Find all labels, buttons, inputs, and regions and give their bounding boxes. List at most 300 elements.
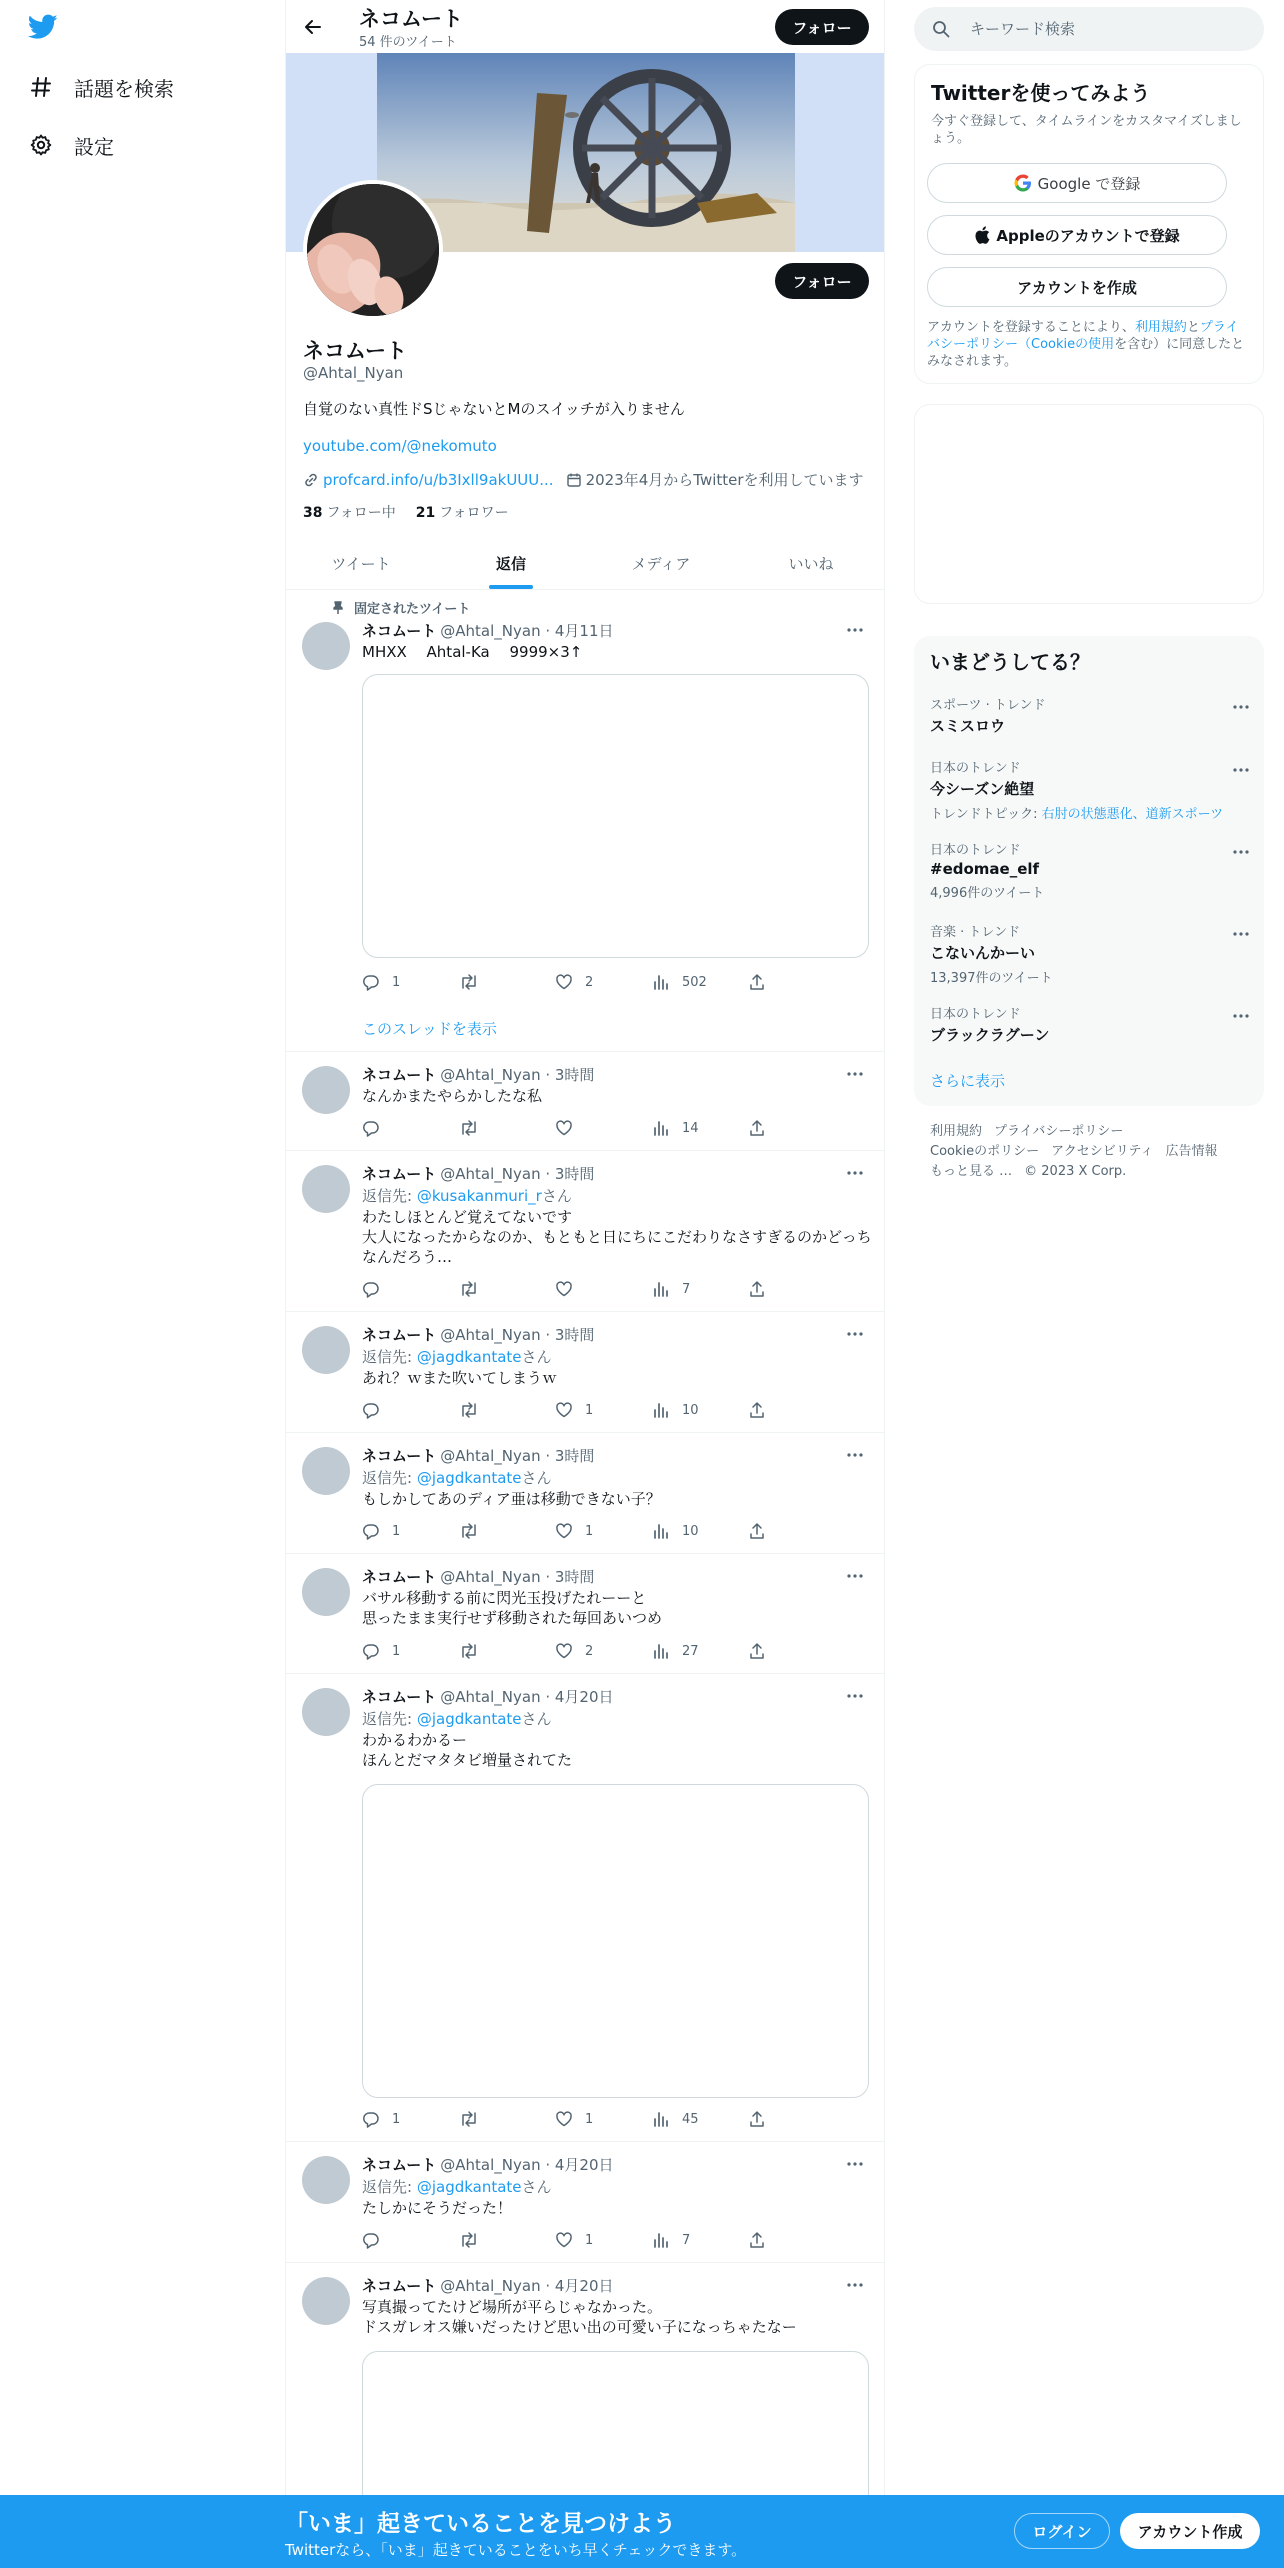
followers-stat[interactable] xyxy=(416,502,509,522)
profile-follow-button[interactable]: フォロー xyxy=(775,263,869,299)
profile-url[interactable] xyxy=(303,471,554,489)
views-count: 45 xyxy=(682,2111,699,2127)
reply-context xyxy=(362,1708,552,1729)
avatar[interactable] xyxy=(302,1066,350,1114)
tweet-author-name[interactable]: ネコムート xyxy=(362,2156,437,2174)
share-button[interactable] xyxy=(748,1400,778,1420)
privacy-link[interactable]: プライバシーポリシー（Cookieの使用 xyxy=(927,320,1239,352)
apple-icon xyxy=(974,226,990,244)
followers-count: 21 xyxy=(415,505,436,521)
tweet[interactable] xyxy=(286,1052,885,1151)
tweet-header xyxy=(362,1163,594,1184)
views-icon xyxy=(652,2110,682,2128)
profile-name: ネコムート xyxy=(303,339,407,363)
trend-item[interactable] xyxy=(930,694,1250,736)
tweet[interactable] xyxy=(286,1151,885,1312)
tweet-text: あれ？ｗまた吹いてしまうｗ xyxy=(362,1369,558,1387)
retweet-icon xyxy=(459,1280,491,1298)
tweet-author-name[interactable]: ネコムート xyxy=(362,1066,437,1084)
dot-separator: · xyxy=(540,621,555,640)
like-count: 2 xyxy=(585,1643,594,1659)
dot-separator: · xyxy=(540,1687,555,1706)
tweet[interactable] xyxy=(286,1433,885,1554)
link-icon xyxy=(303,472,319,488)
tweet[interactable] xyxy=(286,1674,885,2142)
apple-signup-label: Appleのアカウントで登録 xyxy=(996,226,1180,245)
tweet[interactable] xyxy=(286,1312,885,1433)
views-icon xyxy=(652,2231,682,2249)
more-icon[interactable] xyxy=(844,1065,866,1083)
retweet-button[interactable] xyxy=(459,2230,491,2250)
more-icon[interactable] xyxy=(844,1164,866,1182)
tweet-time[interactable]: 4月20日 xyxy=(554,2277,614,2295)
google-signup-label: Google で登録 xyxy=(1037,174,1141,193)
tweet-actions xyxy=(362,972,812,992)
like-count: 2 xyxy=(585,974,594,990)
banner-title: 「いま」起きていることを見つけよう xyxy=(285,2511,676,2537)
dot-separator: · xyxy=(540,1325,555,1344)
footer-links xyxy=(930,1122,1260,1182)
banner-image xyxy=(377,53,795,252)
nav-explore[interactable] xyxy=(28,67,174,107)
tweet-author-handle[interactable]: @Ahtal_Nyan xyxy=(440,2155,541,2174)
reply-to-link[interactable]: @jagdkantate xyxy=(416,2178,522,2196)
reply-button[interactable] xyxy=(362,1641,400,1661)
retweet-button[interactable] xyxy=(459,1279,491,1299)
reply-suffix: さん xyxy=(521,1469,552,1487)
trend-item[interactable] xyxy=(930,839,1250,901)
trends-title: いまどうしてる？ xyxy=(930,650,1090,674)
like-button[interactable] xyxy=(555,972,593,992)
like-count: 1 xyxy=(585,1402,594,1418)
tweet-author-handle[interactable]: @Ahtal_Nyan xyxy=(440,1446,541,1465)
tweet-header xyxy=(362,2154,614,2175)
blank-card xyxy=(914,404,1264,604)
tweet-author-handle[interactable]: @Ahtal_Nyan xyxy=(440,2276,541,2295)
more-icon[interactable] xyxy=(1232,1003,1250,1022)
avatar[interactable] xyxy=(302,2277,350,2325)
reply-count: 1 xyxy=(392,1523,401,1539)
reply-prefix: 返信先: xyxy=(362,2178,417,2196)
views-button[interactable] xyxy=(652,1400,699,1420)
like-icon xyxy=(555,973,585,991)
retweet-icon xyxy=(459,2110,491,2128)
trend-count: 13,397件のツイート xyxy=(930,971,1053,986)
like-icon xyxy=(555,2231,585,2249)
tweet[interactable] xyxy=(286,2142,885,2263)
reply-to-link[interactable]: @jagdkantate xyxy=(416,1469,522,1487)
reply-icon xyxy=(362,1119,392,1137)
search-input[interactable] xyxy=(970,20,1230,38)
tweet-time[interactable]: 4月11日 xyxy=(554,622,614,640)
more-icon[interactable] xyxy=(1232,839,1250,858)
tweet-actions xyxy=(362,1400,812,1420)
reply-context xyxy=(362,1346,552,1367)
profile-website-link[interactable]: youtube.com/@nekomuto xyxy=(303,437,497,455)
tweet-author-name[interactable]: ネコムート xyxy=(362,1326,437,1344)
like-icon xyxy=(555,1642,585,1660)
reply-to-link[interactable]: @kusakanmuri_r xyxy=(416,1187,542,1205)
views-button[interactable] xyxy=(652,2109,699,2129)
terms-post: を含む）に同意したとみなされます。 xyxy=(927,337,1245,369)
header-name: ネコムート xyxy=(359,7,463,31)
avatar[interactable] xyxy=(302,1447,350,1495)
trend-topic-links[interactable]: 右肘の状態悪化、道新スポーツ xyxy=(1041,807,1224,822)
tweet-author-name[interactable]: ネコムート xyxy=(362,1165,437,1183)
like-icon xyxy=(555,1280,585,1298)
signup-description: 今すぐ登録して、タイムラインをカスタマイズしましょう。 xyxy=(931,114,1242,146)
tweet-author-name[interactable]: ネコムート xyxy=(362,2277,437,2295)
trend-name: 今シーズン絶望 xyxy=(930,780,1035,798)
tweet-author-handle[interactable]: @Ahtal_Nyan xyxy=(440,1687,541,1706)
avatar[interactable] xyxy=(302,622,350,670)
tweet-time[interactable]: 3時間 xyxy=(554,1326,595,1344)
trend-detail xyxy=(930,803,1250,822)
terms-pre: アカウントを登録することにより、 xyxy=(927,320,1135,335)
views-button[interactable] xyxy=(652,972,707,992)
footer-cookie[interactable]: Cookieのポリシー xyxy=(930,1144,1040,1159)
reply-context xyxy=(362,1185,572,1206)
apple-signup-button[interactable] xyxy=(927,215,1227,255)
reply-suffix: さん xyxy=(521,1348,552,1366)
like-count: 1 xyxy=(585,2232,594,2248)
views-count: 10 xyxy=(682,1402,699,1418)
trend-item[interactable] xyxy=(930,921,1250,986)
trend-context: 日本のトレンド xyxy=(930,761,1021,776)
more-icon[interactable] xyxy=(1232,757,1250,776)
reply-icon xyxy=(362,973,392,991)
like-button[interactable] xyxy=(555,2109,593,2129)
tweet-author-handle[interactable]: @Ahtal_Nyan xyxy=(440,1325,541,1344)
footer-ads[interactable]: 広告情報 xyxy=(1165,1144,1218,1159)
share-button[interactable] xyxy=(748,1521,778,1541)
like-button[interactable] xyxy=(555,2230,593,2250)
reply-button[interactable] xyxy=(362,972,400,992)
retweet-button[interactable] xyxy=(459,1641,491,1661)
reply-suffix: さん xyxy=(521,2178,552,2196)
retweet-icon xyxy=(459,1522,491,1540)
avatar[interactable] xyxy=(302,1688,350,1736)
share-icon xyxy=(748,1522,778,1540)
views-button[interactable] xyxy=(652,1118,699,1138)
trend-item[interactable] xyxy=(930,1003,1250,1045)
views-icon xyxy=(652,1119,682,1137)
tweet-actions xyxy=(362,2109,812,2129)
share-button[interactable] xyxy=(748,2230,778,2250)
avatar[interactable] xyxy=(302,1326,350,1374)
views-button[interactable] xyxy=(652,1641,699,1661)
views-icon xyxy=(652,1401,682,1419)
like-button[interactable] xyxy=(555,1641,593,1661)
trend-context: 日本のトレンド xyxy=(930,1007,1021,1022)
tweet[interactable] xyxy=(286,1554,885,1674)
banner-subtitle: Twitterなら、「いま」起きていることをいち早くチェックできます。 xyxy=(285,2541,747,2559)
main-column xyxy=(285,0,885,2568)
pin-icon xyxy=(330,600,346,616)
views-count: 27 xyxy=(682,1643,699,1659)
reply-to-link[interactable]: @jagdkantate xyxy=(416,1348,522,1366)
retweet-icon xyxy=(459,2231,491,2249)
profile-url-text[interactable]: profcard.info/u/b3Ixll9akUUU... xyxy=(323,470,554,489)
reply-prefix: 返信先: xyxy=(362,1187,417,1205)
retweet-button[interactable] xyxy=(459,1118,491,1138)
tab-likes[interactable]: いいね xyxy=(788,554,834,573)
more-icon[interactable] xyxy=(844,1567,866,1585)
tweet-time[interactable]: 3時間 xyxy=(554,1066,595,1084)
trend-context: スポーツ · トレンド xyxy=(930,698,1046,713)
trend-name: ブラックラグーン xyxy=(930,1026,1050,1044)
following-label: フォロー中 xyxy=(326,505,396,521)
dot-separator: · xyxy=(540,1065,555,1084)
tweet-text: 写真撮ってたけど場所が平らじゃなかった。 ドスガレオス嫌いだったけど思い出の可愛い子になっちゃたなー xyxy=(362,2298,797,2336)
reply-icon xyxy=(362,2110,392,2128)
tweet-text: たしかにそうだった！ xyxy=(362,2199,513,2217)
like-icon xyxy=(555,1119,585,1137)
followers-label: フォロワー xyxy=(439,505,509,521)
reply-count: 1 xyxy=(392,974,401,990)
tweet-text: わかるわかるー ほんとだマタタビ増量されてた xyxy=(362,1731,573,1769)
profile-handle: @Ahtal_Nyan xyxy=(303,364,404,382)
share-button[interactable] xyxy=(748,1279,778,1299)
signup-terms xyxy=(927,319,1247,370)
like-icon xyxy=(555,1522,585,1540)
reply-context xyxy=(362,1467,552,1488)
like-icon xyxy=(555,2110,585,2128)
tweet-actions xyxy=(362,2230,812,2250)
reply-icon xyxy=(362,1522,392,1540)
footer-more[interactable]: もっと見る … xyxy=(930,1164,1013,1179)
like-button[interactable] xyxy=(555,1279,585,1299)
share-icon xyxy=(748,1401,778,1419)
reply-button[interactable] xyxy=(362,1118,392,1138)
more-icon[interactable] xyxy=(1232,694,1250,713)
reply-button[interactable] xyxy=(362,1400,392,1420)
more-icon[interactable] xyxy=(844,621,866,639)
tweet-time[interactable]: 4月20日 xyxy=(554,1688,614,1706)
tweet-time[interactable]: 3時間 xyxy=(554,1165,595,1183)
retweet-button[interactable] xyxy=(459,972,491,992)
terms-link[interactable]: 利用規約 xyxy=(1134,320,1187,335)
views-button[interactable] xyxy=(652,1279,690,1299)
tweet-text: もしかしてあのディア亜は移動できない子？ xyxy=(362,1490,661,1508)
trend-name: こないんかーい xyxy=(930,944,1036,962)
profile-joined xyxy=(566,469,864,490)
views-count: 10 xyxy=(682,1523,699,1539)
reply-count: 1 xyxy=(392,2111,401,2127)
tweet-author-handle[interactable]: @Ahtal_Nyan xyxy=(440,1065,541,1084)
tab-media[interactable]: メディア xyxy=(631,554,691,573)
reply-prefix: 返信先: xyxy=(362,1348,417,1366)
tweet-time[interactable]: 4月20日 xyxy=(554,2156,614,2174)
reply-button[interactable] xyxy=(362,2230,392,2250)
trend-count: 4,996件のツイート xyxy=(930,886,1045,901)
tweet-actions xyxy=(362,1641,812,1661)
profile-bio: 自覚のない真性ドSじゃないとMのスイッチが入りません xyxy=(303,400,685,418)
views-icon xyxy=(652,1642,682,1660)
share-button[interactable] xyxy=(748,2109,778,2129)
views-icon xyxy=(652,973,682,991)
profile-avatar[interactable] xyxy=(303,180,443,320)
tweet-author-handle[interactable]: @Ahtal_Nyan xyxy=(440,1164,541,1183)
share-button[interactable] xyxy=(748,1118,778,1138)
reply-icon xyxy=(362,2231,392,2249)
retweet-button[interactable] xyxy=(459,1521,491,1541)
tweet-author-handle[interactable]: @Ahtal_Nyan xyxy=(440,1567,541,1586)
nav-explore-label: 話題を検索 xyxy=(74,76,174,101)
tweet-media[interactable] xyxy=(362,674,869,958)
share-icon xyxy=(748,2231,778,2249)
reply-prefix: 返信先: xyxy=(362,1710,417,1728)
tweet-header xyxy=(362,1686,614,1707)
hashtag-icon xyxy=(28,74,54,100)
following-count: 38 xyxy=(303,505,323,521)
left-nav xyxy=(0,0,285,2568)
terms-mid: と xyxy=(1186,320,1200,335)
gear-icon xyxy=(28,132,54,158)
trend-context: 音楽 · トレンド xyxy=(930,925,1021,940)
create-account-button[interactable] xyxy=(927,267,1227,307)
pinned-indicator xyxy=(330,598,470,617)
reply-context xyxy=(362,2176,552,2197)
dot-separator: · xyxy=(540,1446,555,1465)
tweet-header xyxy=(362,1445,594,1466)
like-button[interactable] xyxy=(555,1118,585,1138)
views-count: 7 xyxy=(682,2232,691,2248)
tweet-actions xyxy=(362,1118,812,1138)
tweet-time[interactable]: 3時間 xyxy=(554,1447,595,1465)
tweet-text: わたしほとんど覚えてないです 大人になったからなのか、もともと日にちにこだわりなさすぎるのかどっちなんだろう… xyxy=(362,1208,872,1266)
tweet-media[interactable] xyxy=(362,1784,869,2098)
more-icon[interactable] xyxy=(844,2155,866,2173)
tweet-text: なんかまたやらかしたな私 xyxy=(362,1087,543,1105)
search-box[interactable] xyxy=(914,7,1264,51)
tweet[interactable] xyxy=(286,590,885,1052)
profile-joined-text: 2023年4月からTwitterを利用しています xyxy=(585,471,864,489)
search-icon xyxy=(932,20,950,38)
views-count: 14 xyxy=(682,1120,699,1136)
like-count: 1 xyxy=(585,1523,594,1539)
like-count: 1 xyxy=(585,2111,594,2127)
tweet-author-name[interactable]: ネコムート xyxy=(362,1447,437,1465)
views-button[interactable] xyxy=(652,1521,699,1541)
trend-context: 日本のトレンド xyxy=(930,843,1021,858)
share-icon xyxy=(748,973,778,991)
following-stat[interactable] xyxy=(303,502,396,522)
tweet-author-name[interactable]: ネコムート xyxy=(362,1568,437,1586)
footer-copyright: © 2023 X Corp. xyxy=(1024,1164,1127,1179)
retweet-button[interactable] xyxy=(459,1400,491,1420)
calendar-icon xyxy=(566,472,582,488)
retweet-icon xyxy=(459,1119,491,1137)
views-count: 7 xyxy=(682,1281,691,1297)
back-arrow-icon[interactable] xyxy=(298,12,328,42)
share-button[interactable] xyxy=(748,1641,778,1661)
more-icon[interactable] xyxy=(844,2276,866,2294)
more-icon[interactable] xyxy=(844,1446,866,1464)
reply-suffix: さん xyxy=(521,1710,552,1728)
avatar[interactable] xyxy=(302,1165,350,1213)
more-icon[interactable] xyxy=(844,1687,866,1705)
views-button[interactable] xyxy=(652,2230,690,2250)
reply-icon xyxy=(362,1642,392,1660)
tweet-header xyxy=(362,620,614,641)
tab-tweets[interactable]: ツイート xyxy=(331,554,391,573)
share-icon xyxy=(748,1642,778,1660)
share-button[interactable] xyxy=(748,972,778,992)
tweet-actions xyxy=(362,1279,812,1299)
profile-meta xyxy=(303,469,876,490)
header-follow-button[interactable]: フォロー xyxy=(775,9,869,45)
tweet-author-name[interactable]: ネコムート xyxy=(362,622,437,640)
dot-separator: · xyxy=(540,2276,555,2295)
more-icon[interactable] xyxy=(844,1325,866,1343)
show-more-link[interactable]: さらに表示 xyxy=(930,1072,1006,1090)
show-thread-link[interactable]: このスレッドを表示 xyxy=(362,1020,497,1038)
views-icon xyxy=(652,1522,682,1540)
profile-header xyxy=(286,0,885,53)
tweet-header xyxy=(362,1324,594,1345)
dot-separator: · xyxy=(540,2155,555,2174)
tweet-header xyxy=(362,1566,594,1587)
signup-button[interactable]: アカウント作成 xyxy=(1120,2513,1260,2549)
reply-button[interactable] xyxy=(362,2109,400,2129)
create-account-label: アカウントを作成 xyxy=(1017,278,1137,297)
retweet-icon xyxy=(459,973,491,991)
profile-tabs xyxy=(286,537,885,590)
retweet-icon xyxy=(459,1401,491,1419)
footer-terms[interactable]: 利用規約 xyxy=(930,1124,983,1139)
profile-follow-stats xyxy=(303,502,529,522)
tweet-actions xyxy=(362,1521,812,1541)
footer-accessibility[interactable]: アクセシビリティ xyxy=(1051,1144,1154,1159)
footer-privacy[interactable]: プライバシーポリシー xyxy=(994,1124,1124,1139)
tweet-time[interactable]: 3時間 xyxy=(554,1568,595,1586)
tweet-text: MHXX Ahtal-Ka 9999×3↑ xyxy=(362,643,583,661)
retweet-icon xyxy=(459,1642,491,1660)
reply-to-link[interactable]: @jagdkantate xyxy=(416,1710,522,1728)
reply-prefix: 返信先: xyxy=(362,1469,417,1487)
signup-card xyxy=(914,64,1264,384)
reply-button[interactable] xyxy=(362,1279,392,1299)
tweet-author-name[interactable]: ネコムート xyxy=(362,1688,437,1706)
trend-name: #edomae_elf xyxy=(930,860,1040,878)
like-button[interactable] xyxy=(555,1521,593,1541)
login-button[interactable]: ログイン xyxy=(1014,2513,1110,2549)
trend-name: スミスロウ xyxy=(930,717,1006,735)
more-icon[interactable] xyxy=(1232,921,1250,940)
google-signup-button[interactable] xyxy=(927,163,1227,203)
reply-icon xyxy=(362,1401,392,1419)
tweet-author-handle[interactable]: @Ahtal_Nyan xyxy=(440,621,541,640)
reply-button[interactable] xyxy=(362,1521,400,1541)
twitter-logo-icon[interactable] xyxy=(28,14,62,42)
reply-suffix: さん xyxy=(541,1187,572,1205)
retweet-button[interactable] xyxy=(459,2109,491,2129)
share-icon xyxy=(748,2110,778,2128)
share-icon xyxy=(748,1119,778,1137)
tweet-header xyxy=(362,2275,614,2296)
nav-settings[interactable] xyxy=(28,125,114,165)
like-icon xyxy=(555,1401,585,1419)
avatar[interactable] xyxy=(302,1568,350,1616)
dot-separator: · xyxy=(540,1567,555,1586)
tab-replies[interactable]: 返信 xyxy=(436,537,586,589)
avatar[interactable] xyxy=(302,2156,350,2204)
like-button[interactable] xyxy=(555,1400,593,1420)
signup-banner xyxy=(0,2495,1284,2568)
tweet-header xyxy=(362,1064,594,1085)
trend-item[interactable] xyxy=(930,757,1250,822)
